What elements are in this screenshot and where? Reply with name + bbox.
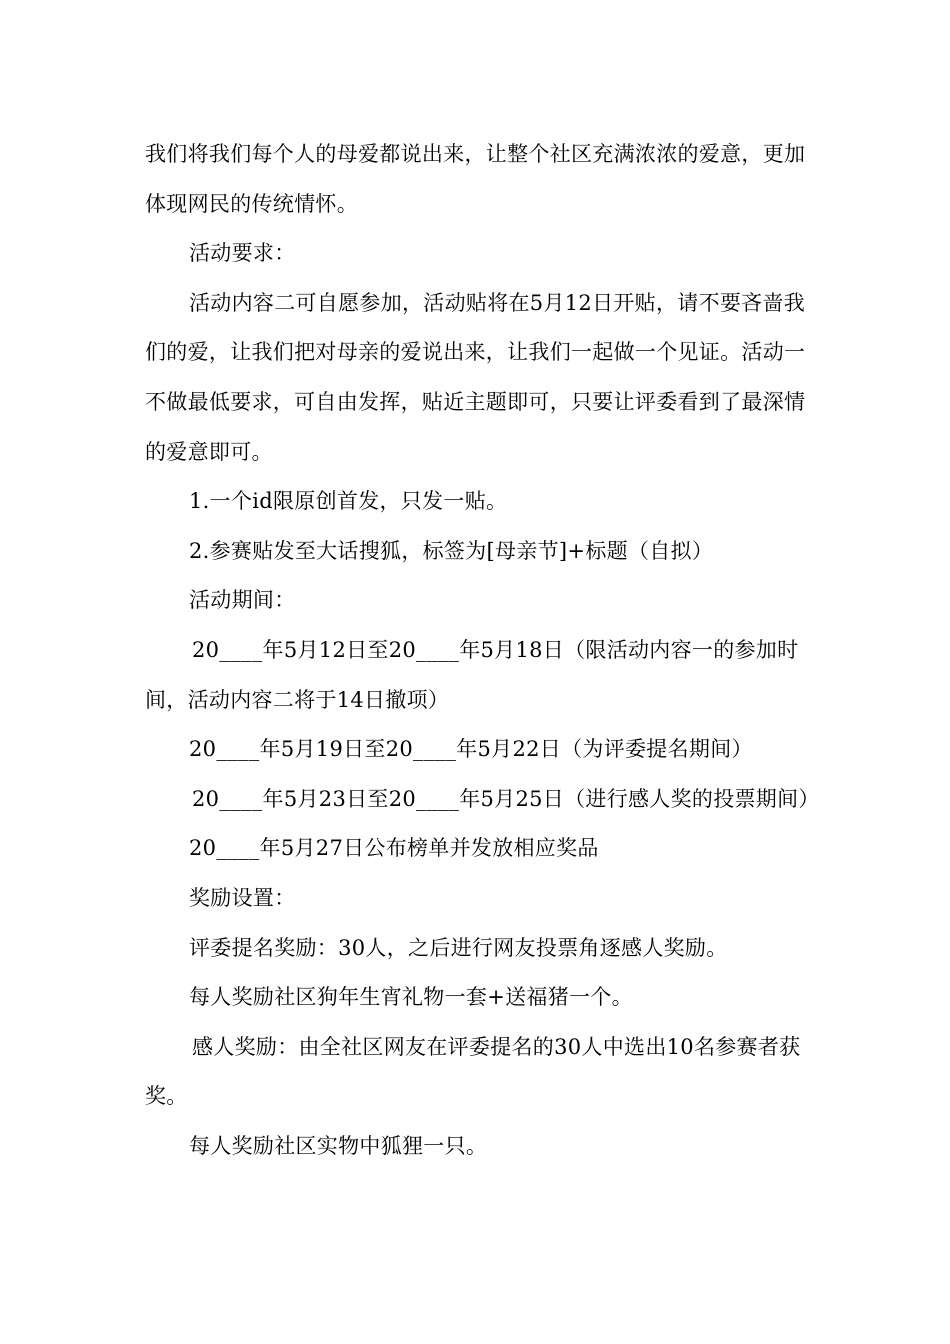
reward-touching-award: 感人奖励：由全社区网友在评委提名的30人中选出10名参赛者获奖。 <box>145 1034 801 1109</box>
reward-touching-prize: 每人奖励社区实物中狐狸一只。 <box>189 1133 488 1158</box>
heading-activity-period: 活动期间： <box>189 588 296 613</box>
paragraph-intro-continuation: 我们将我们每个人的母爱都说出来，让整个社区充满浓浓的爱意，更加体现网民的传统情怀。 <box>145 142 806 216</box>
rule-item-1: 1.一个id限原创首发，只发一贴。 <box>189 489 508 514</box>
paragraph-activity-requirements: 活动内容二可自愿参加，活动贴将在5月12日开贴，请不要吝啬我们的爱，让我们把对母亲的爱说出来，让我们一起做一个见证。活动一不做最低要求，可自由发挥，贴近主题即可，只要让评委看到了最深情的爱意即可。 <box>145 290 806 464</box>
reward-judge-nomination: 评委提名奖励：30人，之后进行网友投票角逐感人奖励。 <box>189 935 728 960</box>
heading-reward-settings: 奖励设置： <box>189 885 296 910</box>
period-item-1: 20____年5月12日至20____年5月18日（限活动内容一的参加时间，活动内容二将于14日撤项） <box>145 637 799 712</box>
heading-activity-requirements: 活动要求： <box>189 241 296 266</box>
period-item-2: 20____年5月19日至20____年5月22日（为评委提名期间） <box>189 737 753 762</box>
period-item-4: 20____年5月27日公布榜单并发放相应奖品 <box>189 836 599 861</box>
document-body <box>145 130 820 1171</box>
period-item-3: 20____年5月23日至20____年5月25日（进行感人奖的投票期间） <box>192 786 820 811</box>
reward-nomination-prize: 每人奖励社区狗年生宵礼物一套+送福猪一个。 <box>189 985 633 1010</box>
rule-item-2: 2.参赛贴发至大话搜狐，标签为[母亲节]+标题（自拟） <box>189 538 714 563</box>
